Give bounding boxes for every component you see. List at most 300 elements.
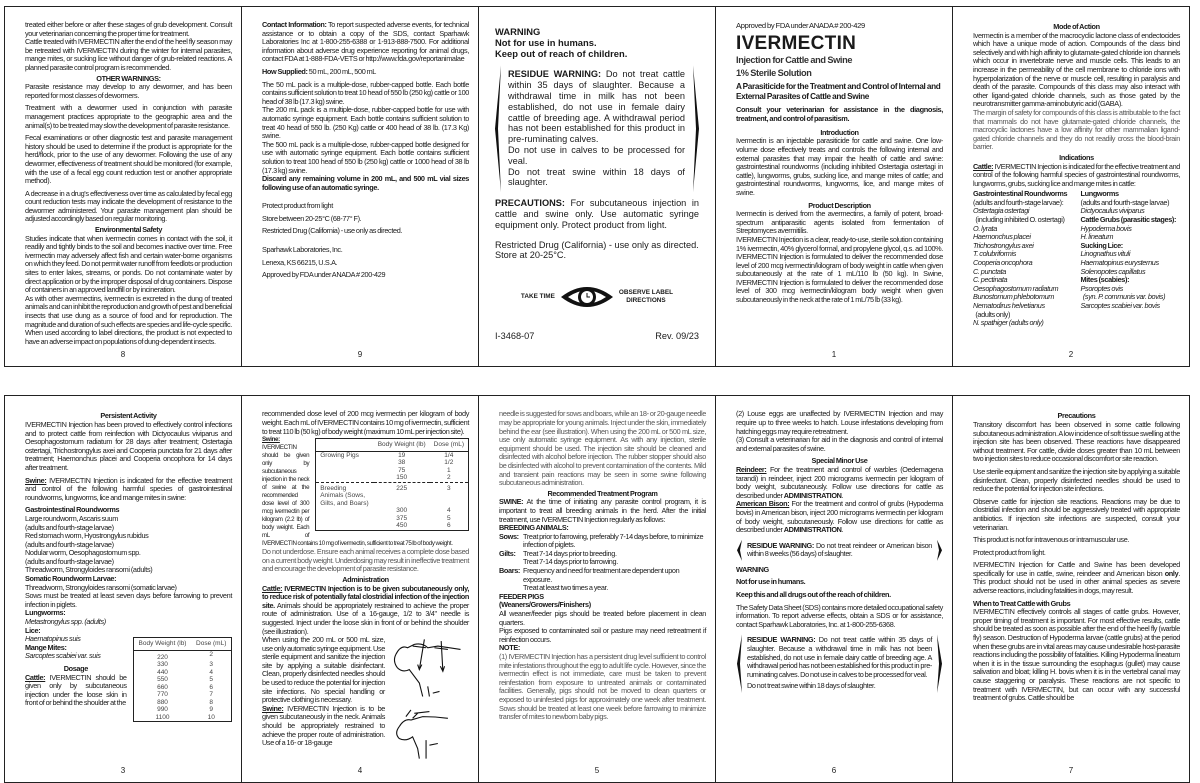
- list-line: Metastrongylus spp. (adults): [25, 617, 106, 627]
- page-number: 9: [357, 350, 363, 360]
- table-cell: 1/4: [444, 451, 454, 459]
- table-cell: 3: [209, 661, 213, 669]
- list-line: Red stomach worm, Hyostrongylus rubidus: [25, 531, 149, 541]
- group-label: Growing Pigs: [320, 451, 359, 459]
- section-heading: Special Minor Use: [811, 456, 868, 466]
- list-line: Sarcoptes scabiei var. suis: [25, 651, 101, 661]
- paragraph-text: IVERMECTIN Injection is to be given subcutaneously in the neck. Animals should be appropriately restrained to achieve the proper route of administration. Use of a 16- or 18-gauge: [262, 703, 385, 748]
- paragraph: [973, 163, 1180, 189]
- residue-text: [747, 636, 932, 679]
- bold-line: (Weaners/Growers/Finishers): [499, 600, 591, 610]
- not-for-humans: Not for use in humans.: [495, 36, 597, 48]
- residue-lead: RESIDUE WARNING:: [747, 635, 816, 645]
- bold-line: Somatic Roundworm Larvae:: [25, 574, 117, 584]
- residue-wedge-right: [937, 540, 942, 561]
- table-cell: 1100: [155, 713, 170, 721]
- table-cell: 660: [157, 683, 168, 691]
- table-cell: 4: [447, 507, 451, 515]
- table-cell: 220: [157, 653, 168, 661]
- table-row: [133, 691, 231, 699]
- paragraph: Ivermectin is derived from the avermectins, a family of potent, broad-spectrum antiparasitic agents isolated from fermentation of Streptomyces avermitilis.: [736, 209, 943, 236]
- dose-table-header: [316, 439, 374, 452]
- list-line: Large roundworm, Ascaris suum: [25, 513, 118, 523]
- paragraph-text: IVERMECTIN Injection is indicated for the effective treatment and control of the following harmful species of gastrointestinal roundworms, lungworms, grubs, sucking lice and mange mites in cattle:: [973, 161, 1180, 188]
- paragraph: As with other avermectins, ivermectin is excreted in the dung of treated animals and can inhibit the reproduction and growth of pest and beneficial insects that use dung as a source of food and for reproduction. The magnitude and duration of such effects are species and life-cycle specific. When used according to label directions, the product is not expected to have an adverse impact on populations of dung-dependent insects.: [25, 293, 232, 346]
- paragraph-bold: ADMINISTRATION: [783, 525, 842, 535]
- table-row: [316, 459, 469, 467]
- schedule-term: Sows:: [499, 531, 519, 541]
- residue-wedge-left: [737, 540, 742, 561]
- paragraph: [973, 561, 1180, 595]
- paragraph-text: 50 mL, 200 mL, 500 mL: [307, 66, 377, 76]
- label-panel-page-6: [715, 395, 953, 783]
- species-item: Oesophagostomum radiatum: [973, 283, 1059, 293]
- table-cell: 5: [209, 676, 213, 684]
- page-number: 1: [831, 350, 837, 360]
- paragraph-lead: Cattle:: [262, 583, 283, 593]
- paragraph-text: For the treatment and control of warbles (Oedemagena tarandi) in reindeer, inject 200 micrograms ivermectin per kilogram of body weight, subcutaneously. Follow use directions for cattle as described under: [736, 464, 943, 500]
- page-number: 3: [120, 766, 126, 776]
- paragraph-lead: Swine:: [262, 703, 284, 713]
- bold-line: Mange Mites:: [25, 642, 67, 652]
- dose-table: [133, 637, 232, 722]
- group-label: [316, 507, 374, 515]
- paragraph: Observe cattle for injection site reactions. Reactions may be due to clostridial infection and should be aggressively treated with appropriate antibiotics. If injection site infections are suspected, consult your veterinarian.: [973, 496, 1180, 532]
- table-cell: 330: [157, 661, 168, 669]
- species-item: (syn. P. communis var. bovis): [1080, 292, 1166, 302]
- product-header: [736, 21, 943, 124]
- table-row: [133, 714, 231, 722]
- residue-lead: RESIDUE WARNING:: [747, 540, 814, 550]
- paragraph-tail: . This product should not be used in other animal species as severe adverse reactions, including fatalities in dogs, may result.: [973, 568, 1180, 596]
- paragraph: Lenexa, KS 66215, U.S.A.: [262, 257, 338, 267]
- table-row: [316, 507, 469, 515]
- table-cell: 2: [447, 474, 451, 482]
- label-panel-front-warning: [478, 6, 716, 367]
- bold-line: WARNING: [736, 564, 769, 574]
- paragraph-text: For the treatment and control of grubs (Hypoderma bovis) in American bison, inject 200 micrograms ivermectin per kilogram of body weight, subcutaneously. Follow use directions for cattle as described under: [736, 499, 943, 535]
- panel-body: [5, 396, 241, 725]
- label-panel-page-4: [241, 395, 479, 783]
- bold-line: Not for use in humans.: [736, 577, 806, 587]
- paragraph: Studies indicate that when ivermectin comes in contact with the soil, it readily and tightly binds to the soil and becomes inactive over time. Free ivermectin may adversely affect fish and certain water-borne organisms on which they feed. Do not permit water runoff from feedlots or production sites to enter lakes, streams, or ponds. Do not contaminate water by direct application or by the improper disposal of drug containers. Dispose of containers in an approved landfill or by incineration.: [25, 233, 232, 295]
- paragraph: Do not underdose. Ensure each animal receives a complete dose based on a current body weight. Underdosing may result in ineffective treatment and encourage the development of parasite resistance.: [262, 547, 469, 574]
- paragraph-text: IVERMECTIN should be given only by subcutaneous injection in the neck of swine at the recommended dose level of 300 mcg ivermectin per kilogram (2.2 lb) of body weight. Each mL of IVERMECTIN contains 10 mg of ivermectin, sufficient to treat 75 lb of body weight.: [262, 444, 453, 548]
- paragraph: All weaner/feeder pigs should be treated before placement in clean quarters.: [499, 609, 706, 627]
- logo-observe-line2: DIRECTIONS: [626, 297, 666, 305]
- group-label: [316, 515, 374, 523]
- eye-clock-icon: [559, 283, 615, 311]
- paragraph-lead: Reindeer:: [736, 464, 767, 474]
- list-line: Nodular worm, Oesophagostomum spp.: [25, 548, 141, 558]
- table-cell: 300: [396, 507, 408, 515]
- paragraph: IVERMECTIN Injection is a clear, ready-to-use, sterile solution containing 1% ivermectin, 40% glycerol formal, and propylene glycol, q.s. ad 100%. IVERMECTIN Injection is formulated to deliver the recommended dose level of 200 mcg ivermectin/kilogram of body weight in cattle when given subcutaneously at the rate of 1 mL/110 lb (50 kg). In Swine, IVERMECTIN Injection is formulated to deliver the recommended dose level of 300 mcg ivermectin/kilogram body weight when given subcutaneously in the neck at the rate of 1 mL/75 lb (33 kg).: [736, 234, 943, 305]
- paragraph: (2) Louse eggs are unaffected by IVERMECTIN Injection and may require up to three weeks to hatch. Louse infestations developing from hatching eggs may require retreatment.: [736, 409, 943, 436]
- paragraph: Protect product from light: [262, 201, 333, 211]
- paragraph-lead: Swine:: [262, 436, 280, 444]
- schedule-lines: [523, 550, 618, 567]
- residue-body: Do not treat cattle within 35 days of slaughter. Because a withdrawal time in milk has not been established, do not use in female dairy cattle of breeding age. A withdrawal period has not been established for this product in pre-ruminating calves. Do not use in calves to be processed for veal.: [747, 635, 933, 679]
- table-row: [316, 467, 469, 475]
- bold-line: Lice:: [25, 625, 41, 635]
- paragraph: Restricted Drug (California) - use only as directed.: [262, 226, 403, 236]
- schedule-line: Treat 7-14 days prior to breeding.: [523, 548, 617, 558]
- residue-body: Do not treat cattle within 35 days of slaughter. Because a withdrawal time in milk has not been established, do not use in female dairy cattle of breeding age. A withdrawal period has not been established for this product in pre-ruminating calves.: [508, 69, 685, 145]
- dose-table: [315, 438, 469, 531]
- panel-body: [716, 396, 952, 698]
- page-number: 6: [831, 766, 837, 776]
- paragraph-tail: .: [841, 490, 844, 500]
- residue-text: [508, 69, 685, 145]
- section-heading: Persistent Activity: [100, 411, 157, 421]
- list-line: Sows must be treated at least seven days before farrowing to prevent infection in piglets.: [25, 591, 232, 609]
- table-row: [316, 482, 469, 507]
- species-item: H. lineatum: [1080, 232, 1114, 242]
- paragraph-lead: How Supplied:: [262, 66, 308, 76]
- section-heading: Dosage: [63, 664, 88, 673]
- panel-blocks: [736, 129, 943, 305]
- logo-take-time: TAKE TIME: [520, 293, 555, 301]
- paragraph-tail: Animals should be appropriately restrained to achieve the proper route of administration. Use of a 16-gauge, 1/2 to 3/4" needle is suggested. Inject under the loose skin in front of or behind the shoulder (see illustration).: [262, 600, 469, 636]
- section-heading: Environmental Safety: [94, 225, 163, 235]
- paragraph: The 200 mL pack is a multiple-dose, rubber-capped bottle for use with automatic syringe equipment. Each bottle contains sufficient solution to treat 40 head of 550 lb. (250 Kg) cattle or 400 head of 38 lb. (17.3 Kg) swine.: [262, 105, 469, 141]
- table-cell: 5: [447, 514, 451, 522]
- species-item: Cattle Grubs (parasitic stages):: [1080, 215, 1177, 225]
- table-row: [316, 474, 469, 482]
- section-heading: Introduction: [820, 127, 859, 137]
- product-subtitle: Injection for Cattle and Swine: [736, 55, 853, 65]
- species-column: [1081, 190, 1181, 328]
- label-panel-page-5: [478, 395, 716, 783]
- schedule-line: Treat prior to farrowing, preferably 7-14 days before, to minimize infection of piglets.: [523, 531, 704, 550]
- residue-body: Do not treat reindeer or American bison within 8 weeks (56 days) of slaughter.: [747, 540, 933, 559]
- table-cell: 550: [157, 676, 168, 684]
- schedule-line: Treat 7-14 days prior to farrowing.: [523, 557, 618, 567]
- species-item: C. punctata: [973, 266, 1006, 276]
- list-line: (adults and fourth-stage larvae): [25, 556, 114, 566]
- logo-observe-line1: OBSERVE LABEL: [618, 289, 674, 297]
- residue-wedge-right: [693, 65, 699, 192]
- species-item: T. colubriformis: [973, 249, 1017, 259]
- product-title: IVERMECTIN: [736, 33, 857, 54]
- residue-warning-box: [495, 69, 699, 188]
- table-cell: 4: [209, 668, 213, 676]
- front-warning-body: [479, 7, 715, 350]
- precautions-lead: PRECAUTIONS:: [495, 198, 565, 209]
- table-cell: 880: [157, 698, 168, 706]
- paragraph: Ivermectin is a member of the macrocyclic lactone class of endectocides which have a unique mode of action. Compounds of the class bind selectively and with high affinity to glutamate-gated chloride ion channels which occur in invertebrate nerve and muscle cells. This leads to an increase in the permeability of the cell membrane to chloride ions with hyperpolarization of the nerve or muscle cell, resulting in paralysis and death of the parasite. Compounds of this class may also interact with other ligand-gated chloride channels, such as those gated by the neurotransmitter gamma-aminobutyric acid (GABA).: [973, 30, 1180, 109]
- paragraph-text: IVERMECTIN should be given only by subcutaneous injection under the loose skin in front of or behind the shoulder at the: [25, 672, 127, 708]
- paragraph: [25, 477, 232, 503]
- table-cell: 19: [398, 451, 406, 459]
- paragraph: recommended dose level of 200 mcg ivermectin per kilogram of body weight. Each mL of IVERMECTIN contains 10 mg of ivermectin, sufficient to treat 110 lb (50 kg) of body weight (maximum 10 mL per injection site).: [262, 409, 469, 436]
- table-cell: 8: [209, 698, 213, 706]
- residue-lead: RESIDUE WARNING:: [508, 69, 602, 80]
- table-cell: 770: [157, 691, 168, 699]
- table-cell: 375: [396, 514, 408, 522]
- species-column: [973, 190, 1073, 328]
- residue-wedge-left: [737, 634, 742, 693]
- table-cell: 7: [209, 691, 213, 699]
- group-label: [316, 467, 374, 475]
- paragraph-bold: IVERMECTIN Injection is to be given subcutaneously only, to reduce risk of potentially fatal clostridial infection of the injection site.: [262, 583, 469, 610]
- label-panel-page-1: [715, 6, 953, 367]
- paragraph: The margin of safety for compounds of this class is attributable to the fact that mammals do not have glutamate-gated chloride channels, the macrocyclic lactones have a low affinity for other mammalian ligand-gated chloride channels and they do not readily cross the blood-brain barrier.: [973, 107, 1180, 152]
- panel-body: [242, 396, 478, 762]
- table-row: [133, 669, 231, 677]
- paragraph: (1) IVERMECTIN Injection has a persistent drug level sufficient to control mite infestations throughout the egg to adult life cycle. However, since the ivermectin effect is not immediate, care must be taken to prevent reinfestation from exposure to untreated animals or contaminated facilities. Generally, pigs should not be moved to clean quarters or exposed to uninfested pigs for approximately one week after treatment. Sows should be treated at least one week before farrowing to minimize transfer of mites to newborn baby pigs.: [499, 652, 706, 722]
- paragraph: [262, 585, 469, 637]
- residue-wedge-right: [937, 634, 942, 693]
- panel-body: [953, 7, 1189, 328]
- paragraph: Treatment with a dewormer used in conjunction with parasite management practices appropriate to the geographic area and the animal(s) to be treated may slow the development of parasite resistance.: [25, 103, 232, 130]
- list-line: Haematopinus suis: [25, 634, 81, 644]
- page-number: 2: [1068, 350, 1074, 360]
- group-label: [316, 459, 374, 467]
- paragraph: When using the 200 mL or 500 mL size, use only automatic syringe equipment. Use sterile equipment and sanitize the injection site by applying a suitable disinfectant. Clean, properly disinfected needles should be used to reduce the potential for injection site infections. No special handling or protective clothing is necessary.: [262, 635, 385, 705]
- dose-table-header: Dose (mL): [191, 638, 231, 651]
- species-item: Sarcoptes scabiei var. bovis: [1080, 301, 1160, 310]
- fda-approval: Approved by FDA under ANADA # 200-429: [736, 21, 865, 30]
- species-item: Sucking Lice:: [1080, 240, 1123, 250]
- group-label: Breeding Animals (Sows, Gilts, and Boars): [316, 482, 374, 507]
- panel-body: [953, 396, 1189, 702]
- panel-body: [242, 7, 478, 280]
- schedule-line: Frequency and need for treatment are dependent upon exposure.: [523, 566, 680, 584]
- paragraph-text: To report suspected adverse events, for technical assistance or to obtain a copy of the SDS, contact Sparhawk Laboratories Inc at 1-800-255-6388 or 1-913-888-7500. For additional information about adverse drug experience reporting for animal drugs, contact FDA at 1-888-FDA-VETS or http://www.fda.gov/reportanimalae: [262, 20, 469, 64]
- section-heading: Product Description: [808, 200, 871, 210]
- dose-table-header: Body Weight (lb): [374, 439, 430, 452]
- cattle-injection-illustration: [389, 636, 469, 762]
- table-cell: 9: [209, 706, 213, 714]
- table-cell: 990: [157, 706, 168, 714]
- species-item: Cooperia oncophora: [973, 258, 1033, 268]
- table-cell: 10: [207, 713, 215, 721]
- schedule-term: Gilts:: [499, 548, 516, 558]
- table-cell: 3: [430, 482, 469, 507]
- species-item: Haematopinus eurysternus: [1080, 258, 1159, 268]
- page-number: 5: [594, 766, 600, 776]
- table-cell: 1: [447, 466, 451, 474]
- bold-line: When to Treat Cattle with Grubs: [973, 598, 1071, 608]
- consult-vet: Consult your veterinarian for assistance in the diagnosis, treatment, and control of parasitism.: [736, 105, 943, 123]
- table-cell: 150: [396, 474, 408, 482]
- species-item: Nematodirus helvetianus: [973, 301, 1045, 310]
- paragraph-bold: only: [1164, 568, 1179, 578]
- table-cell: 225: [374, 482, 430, 507]
- paragraph: The Safety Data Sheet (SDS) contains more detailed occupational safety information. To report adverse effects, obtain a SDS or for assistance, contact Sparhawk Laboratories, Inc. at 1-800-255-6368.: [736, 602, 943, 629]
- species-item: (adults only): [973, 309, 1011, 319]
- residue-swine: Do not treat swine within 18 days of slaughter.: [508, 166, 685, 188]
- table-row: [316, 522, 469, 530]
- label-panel-page-8: [4, 6, 242, 367]
- schedule-lines: [523, 567, 706, 593]
- table-row: [133, 699, 231, 707]
- label-bottom-row: [0, 395, 1200, 783]
- species-item: Bunostomum phlebotomum: [973, 292, 1055, 302]
- table-row: [316, 515, 469, 523]
- list-line: (adults and fourth-stage larvae): [25, 539, 114, 549]
- schedule-item: [499, 550, 706, 567]
- label-panel-page-3: [4, 395, 242, 783]
- species-item: Solenopotes capillatus: [1080, 266, 1146, 276]
- residue-warning-box: [736, 540, 943, 561]
- paragraph: (3) Consult a veterinarian for aid in the diagnosis and control of internal and external parasites of swine.: [736, 435, 943, 453]
- section-heading: OTHER WARNINGS:: [96, 73, 161, 83]
- bold-line: Lungworms:: [25, 608, 66, 618]
- storage: Store at 20-25°C.: [495, 250, 567, 261]
- species-item: Gastrointestinal Roundworms: [973, 189, 1068, 199]
- paragraph-lead: Swine:: [25, 475, 47, 485]
- injection-site-illustration: [389, 636, 469, 762]
- paragraph: Approved by FDA under ANADA # 200-429: [262, 270, 386, 280]
- table-cell: 75: [398, 466, 406, 474]
- list-line: (adults and fourth-stage larvae): [25, 522, 114, 532]
- paragraph-lead: Contact Information:: [262, 20, 327, 29]
- residue-text: [747, 542, 932, 559]
- label-panel-page-2: [952, 6, 1190, 367]
- species-item: O. lyrata: [973, 223, 997, 233]
- table-cell: 6: [209, 683, 213, 691]
- section-heading: Precautions: [1057, 411, 1096, 421]
- product-tagline: A Parasiticide for the Treatment and Control of Internal and External Parasites of Cattle and Swine: [736, 82, 941, 101]
- table-cell: 1/2: [444, 459, 454, 467]
- bold-line: BREEDING ANIMALS:: [499, 523, 569, 533]
- paragraph-bold: ADMINISTRATION: [783, 490, 842, 500]
- paragraph-lead: Cattle:: [25, 672, 46, 682]
- paragraph-text: IVERMECTIN Injection is indicated for the effective treatment and control of the following harmful species of gastrointestinal roundworms, lungworms, lice and mange mites in swine:: [25, 475, 232, 502]
- section-heading: Administration: [342, 574, 389, 584]
- residue-veal: Do not use in calves to be processed for veal.: [508, 144, 685, 166]
- paragraph: Store between 20-25°C (68-77° F).: [262, 213, 362, 223]
- panel-body: [5, 7, 241, 346]
- paragraph-text: At the time of initiating any parasite control program, it is important to treat all breeding animals in the herd. After the initial treatment, use IVERMECTIN Injection regularly as follows:: [499, 497, 706, 524]
- paragraph: Cattle treated with IVERMECTIN after the end of the heel fly season may be retreated with IVERMECTIN during the winter for internal parasites, mange mites, or sucking lice without danger of grub-related reactions. A planned parasite control program is recommended.: [25, 37, 232, 72]
- page-number: 4: [357, 766, 363, 776]
- paragraph: Parasite resistance may develop to any dewormer, and has been reported for most classes of dewormers.: [25, 82, 232, 100]
- bold-line: FEEDER PIGS: [499, 591, 544, 601]
- paragraph: Pigs exposed to contaminated soil or pasture may need retreatment if reinfection occurs.: [499, 626, 706, 644]
- table-cell: 6: [447, 522, 451, 530]
- species-item: Linognathus vituli: [1080, 249, 1131, 259]
- dose-table-header: Dose (mL): [430, 439, 469, 452]
- paragraph: A decrease in a drug's effectiveness over time as calculated by fecal egg count reduction tests may indicate the development of resistance to the dewormer administered. Your parasite management plan should be adjusted accordingly based on regular monitoring.: [25, 188, 232, 224]
- paragraph-lead: Cattle:: [973, 161, 994, 171]
- dose-table-header: Body Weight (lb): [133, 638, 191, 651]
- species-item: Ostertagia ostertagi: [973, 206, 1030, 216]
- paragraph: Use sterile equipment and sanitize the injection site by applying a suitable disinfectant. Clean, properly disinfected needles should be used to reduce the potential for injection site infections.: [973, 466, 1180, 494]
- species-item: N. spathiger (adults only): [973, 318, 1044, 328]
- table-cell: 2: [209, 650, 213, 658]
- paragraph: treated either before or after these stages of grub development. Consult your veterinarian concerning the proper time for treatment.: [25, 20, 232, 38]
- species-item: Trichostrongylus axei: [973, 240, 1034, 250]
- bold-line: Discard any remaining volume in 200 mL, and 500 mL vial sizes following use of an automatic syringe.: [262, 174, 469, 192]
- panel-body: [716, 7, 952, 305]
- logo-observe: [619, 289, 673, 305]
- panel-body: [479, 396, 715, 721]
- residue-wedge-left: [495, 65, 501, 192]
- paragraph-tail: .: [841, 525, 844, 535]
- paragraph-lead: American Bison:: [736, 499, 790, 509]
- label-panel-page-9: [241, 6, 479, 367]
- species-item: (adults and fourth-stage larvae): [1080, 197, 1170, 207]
- species-item: Haemonchus placei: [973, 232, 1031, 242]
- paragraph: Ivermectin is an injectable parasiticide for cattle and swine. One low-volume dose effectively treats and controls the following internal and external parasites that may impair the health of cattle and swine: gastrointestinal roundworms (including inhibited Ostertagia ostertagi in cattle), lungworms, grubs, sucking lice, and mange mites of cattle; and gastrointestinal roundworms, lungworms, lice, and mange mites of swine.: [736, 136, 943, 197]
- page-number: 7: [1068, 766, 1074, 776]
- table-row: [133, 650, 231, 661]
- residue-warning-box: [736, 634, 943, 693]
- schedule-item: [499, 533, 706, 550]
- species-item: Dictyocaulus viviparus: [1080, 206, 1145, 216]
- paragraph: This product is not for intravenous or intramuscular use.: [973, 535, 1130, 545]
- schedule-line: Treat at least two times a year.: [523, 583, 608, 593]
- residue-text-2: Do not treat swine within 18 days of slaughter.: [747, 681, 876, 691]
- paragraph: [736, 500, 943, 534]
- paragraph: Protect product from light.: [973, 547, 1046, 557]
- list-line: Threadworm, Strongyloides ransomi (adults): [25, 565, 153, 575]
- bold-line: Gastrointestinal Roundworms: [25, 505, 120, 515]
- label-top-row: [0, 6, 1200, 367]
- bold-line: Keep this and all drugs out of the reach of children.: [736, 590, 891, 600]
- paragraph: IVERMECTIN Injection has been proved to effectively control infections and to protect cattle from reinfection with Dictyocaulus viviparus and Oesophagostomum radiatum for 28 days after treatment; Ostertagia ostertagi, Trichostrongylus axei and Cooperia punctata for 21 days after treatment; Haemonchus placei and Cooperia oncophora for 14 days after treatment.: [25, 419, 232, 472]
- restricted-drug: Restricted Drug (California) - use only as directed.: [495, 239, 699, 250]
- paragraph: Transitory discomfort has been observed in some cattle following subcutaneous administration. A low incidence of soft tissue swelling at the injection site has been observed. These reactions have disappeared without treatment. For cattle, divide doses greater than 10 mL between two injection sites to reduce occasional discomfort or site reaction.: [973, 419, 1180, 464]
- label-code: I-3468-07: [495, 331, 535, 342]
- species-item: Hypoderma bovis: [1080, 223, 1132, 233]
- keep-out-of-reach: Keep out of reach of children.: [495, 47, 628, 59]
- schedule-lines: [523, 533, 706, 550]
- species-item: (including inhibited O. ostertagi): [973, 215, 1065, 225]
- schedule-item: [499, 567, 706, 593]
- paragraph: IVERMECTIN effectively controls all stages of cattle grubs. However, proper timing of treatment is important. For most effective results, cattle should be treated as soon as possible after the end of the heel fly (warble fly) season. Destruction of Hypoderma larvae (cattle grubs) at the period when these grubs are in vital areas may cause undesirable host-parasite reactions including the possibility of fatalities. Killing Hypoderma lineatum when it is in the tissue surrounding the esophagus (gullet) may cause salivation and bloat; killing H. bovis when it is in the vertebral canal may cause staggering or paralysis. These reactions are not specific to treatment with IVERMECTIN, but can occur with any successful treatment of grubs. Cattle should be: [973, 607, 1180, 703]
- precautions: [495, 198, 699, 230]
- table-row: [133, 661, 231, 669]
- paragraph: [499, 498, 706, 524]
- precautions-text: For subcutaneous injection in cattle and swine only. Use automatic syringe equipment only. Protect product from light.: [495, 198, 699, 230]
- bold-line: NOTE:: [499, 643, 520, 653]
- schedule-term: Boars:: [499, 566, 521, 576]
- paragraph: [736, 466, 943, 500]
- paragraph-text: IVERMECTIN Injection for Cattle and Swine has been developed specifically for use in cattle, swine, reindeer and American bison: [973, 560, 1180, 578]
- paragraph: Sparhawk Laboratories, Inc.: [262, 245, 343, 255]
- section-heading: Indications: [1059, 152, 1094, 162]
- warning-title: WARNING: [495, 26, 541, 37]
- species-item: Mites (scabies):: [1080, 275, 1130, 285]
- label-footer: [495, 331, 699, 342]
- paragraph: [262, 68, 469, 77]
- table-row: [133, 676, 231, 684]
- paragraph: The 50 mL pack is a multiple-dose, rubber-capped bottle. Each bottle contains sufficient solution to treat 10 head of 550 lb (250 kg) cattle or 100 head of 38 lb (17.3 kg) swine.: [262, 79, 469, 106]
- paragraph-lead: SWINE:: [499, 497, 524, 507]
- table-cell: 440: [157, 668, 168, 676]
- page-number: 8: [120, 350, 126, 360]
- paragraph: needle is suggested for sows and boars, while an 18- or 20-gauge needle may be appropriate for young animals. Inject under the skin, immediately behind the ear (see illustration). When using the 200 mL or 500 mL size, use only automatic syringe equipment. As with any injection, sterile equipment should be used. The injection site should be cleaned and disinfected with alcohol before injection. The rubber stopper should also be disinfected with alcohol to prevent contamination of the contents. Mild and transient pain reactions may be seen in some swine following subcutaneous administration.: [499, 409, 706, 488]
- paragraph: [262, 21, 469, 64]
- revision: Rev. 09/23: [655, 331, 699, 342]
- group-label: [316, 522, 374, 530]
- section-heading: Recommended Treatment Program: [547, 488, 658, 498]
- paragraph: Fecal examinations or other diagnostic test and parasite management history should be used to determine if the product is appropriate for the herd/flock, prior to the use of any dewormer. Following the use of any dewormer, effectiveness of treatment should be monitored (for example, with the use of a fecal egg count reduction test or another appropriate method).: [25, 133, 232, 186]
- table-row: [133, 684, 231, 692]
- species-item: Psoroptes ovis: [1080, 283, 1123, 293]
- species-item: Lungworms: [1080, 189, 1119, 199]
- species-item: C. pectinata: [973, 275, 1008, 285]
- table-cell: 38: [398, 459, 406, 467]
- section-heading: Mode of Action: [1053, 22, 1100, 31]
- species-columns: [973, 190, 1180, 328]
- table-row: [316, 451, 469, 459]
- table-row: [133, 706, 231, 714]
